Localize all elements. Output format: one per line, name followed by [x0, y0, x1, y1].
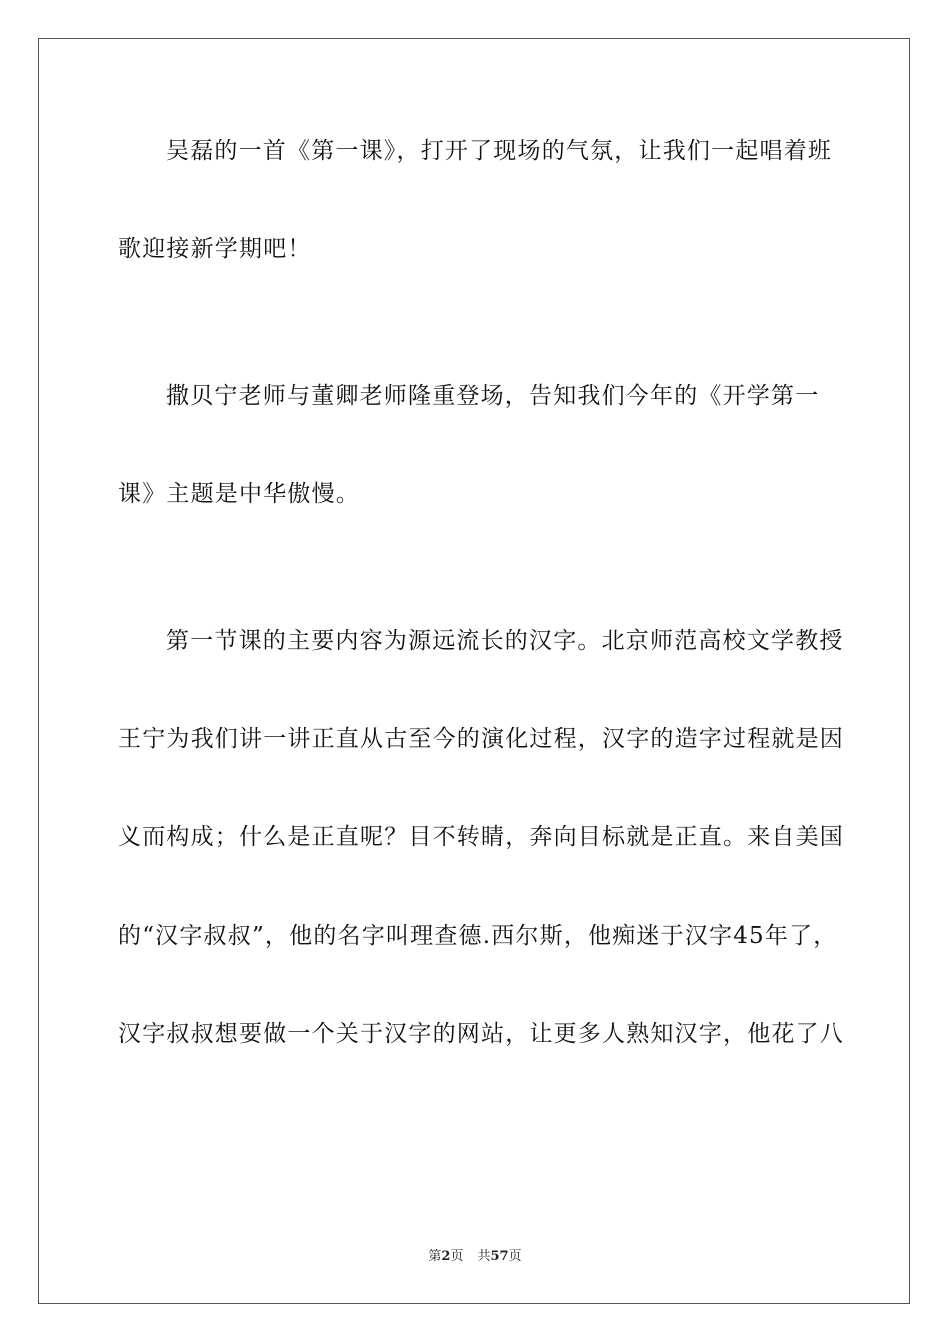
paragraph-3-line-2: 王宁为我们讲一讲正直从古至今的演化过程，汉字的造字过程就是因: [118, 726, 844, 752]
paragraph-3-line-3: 义而构成；什么是正直呢？目不转睛，奔向目标就是正直。来自美国: [118, 824, 844, 850]
paragraph-3-line-5: 汉字叔叔想要做一个关于汉字的网站，让更多人熟知汉字，他花了八: [118, 1021, 844, 1047]
paragraph-3-line-4: 的“汉字叔叔”，他的名字叫理查德.西尔斯，他痴迷于汉字45年了，: [118, 923, 838, 949]
footer-page-number: 2: [441, 1249, 451, 1264]
footer-total-pages: 57: [490, 1249, 509, 1264]
paragraph-1-line-2: 歌迎接新学期吧！: [118, 236, 312, 262]
page-frame: [38, 38, 910, 1304]
footer-page-suffix: 页: [450, 1249, 464, 1264]
paragraph-2-line-1: 撒贝宁老师与董卿老师隆重登场，告知我们今年的《开学第一: [166, 383, 820, 409]
footer-total-suffix: 页: [508, 1249, 522, 1264]
footer-page-prefix: 第: [428, 1249, 442, 1264]
footer-total-prefix: 共: [477, 1249, 491, 1264]
page-footer: [0, 1248, 950, 1266]
paragraph-2-line-2: 课》主题是中华傲慢。: [118, 481, 360, 507]
paragraph-1-line-1: 吴磊的一首《第一课》，打开了现场的气氛，让我们一起唱着班: [166, 138, 833, 164]
paragraph-3-line-1: 第一节课的主要内容为源远流长的汉字。北京师范高校文学教授: [166, 628, 844, 654]
